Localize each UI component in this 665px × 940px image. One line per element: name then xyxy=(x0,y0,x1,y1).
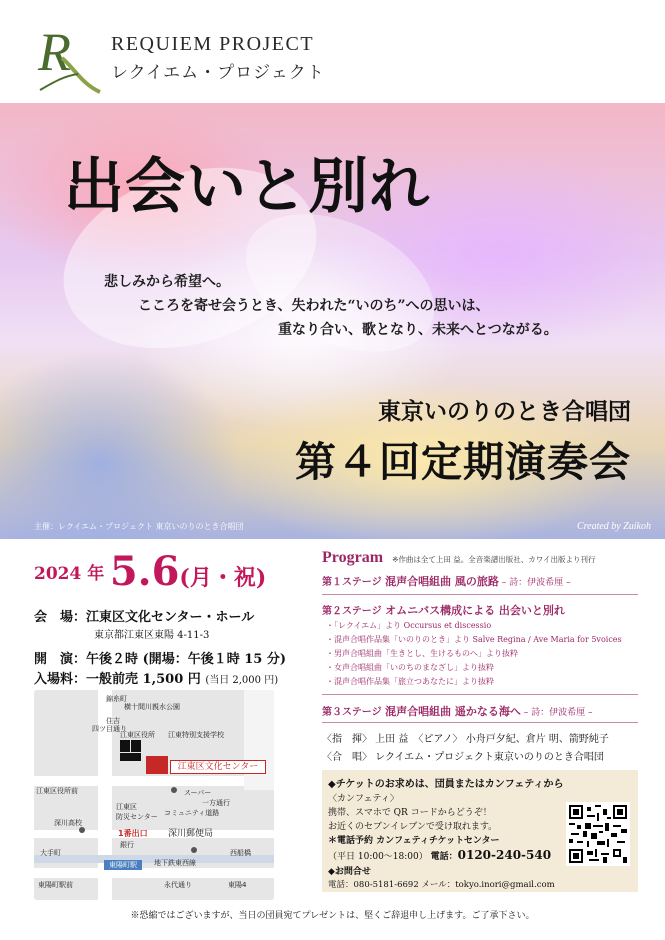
stage-2-label: 第２ステージ xyxy=(322,606,382,617)
requiem-project-logo-icon xyxy=(34,18,104,96)
map-ward-office: 江東区役所 xyxy=(120,731,155,739)
map-station: 東陽町駅 xyxy=(104,860,142,870)
ticket-hours: （平日 10:00～18:00） xyxy=(328,852,428,862)
map-otemachi: 大手町 xyxy=(40,849,61,857)
qr-code-icon[interactable] xyxy=(566,802,630,866)
map-post-office: 深川郵便局 xyxy=(168,829,214,839)
stage-2-item: ・男声合唱組曲「生きとし、生けるものへ」より抜粋 xyxy=(326,649,518,658)
start-time-line xyxy=(34,648,286,667)
map-toyo4: 東陽4 xyxy=(228,881,247,889)
map-exit-1: 1番出口 xyxy=(118,829,148,838)
performers-chorus: 〈合 唱〉 レクイエム・プロジェクト東京いのりのとき合唱団 xyxy=(322,752,604,763)
stage-3-label: 第３ステージ xyxy=(322,707,382,718)
map-road-kinshicho: 錦糸町 xyxy=(106,695,127,703)
map-eitai-dori: 永代通り xyxy=(164,881,192,889)
program-title: Program xyxy=(322,549,384,566)
qr-code-pattern xyxy=(569,805,627,863)
stage-2-item: ・混声合唱作品集「旅立つあなたに」より抜粋 xyxy=(326,677,494,686)
map-park: 横十間川親水公園 xyxy=(124,703,180,711)
doors-open: (開場：午後１時 15 分) xyxy=(142,652,287,667)
stage-3-poet: – 詩：伊波希厘 – xyxy=(520,708,593,718)
stage-3-title: 混声合唱組曲 遥かなる海へ xyxy=(385,705,521,718)
map-community-road: コミュニティ道路 xyxy=(164,809,220,817)
divider xyxy=(322,722,638,723)
stage-1-title: 混声合唱組曲 風の旅路 xyxy=(385,575,499,588)
map-ward-office-front: 江東区役所前 xyxy=(36,787,78,795)
organizers: 主催：レクイエム・プロジェクト 東京いのりのとき合唱団 xyxy=(34,522,244,531)
ticket-phone-line xyxy=(328,848,551,862)
program-note: ※作曲は全て上田 益。全音楽譜出版社、カワイ出版より刊行 xyxy=(392,555,596,564)
door-fee: (当日 2,000 円) xyxy=(205,675,279,686)
brand-name-en: REQUIEM PROJECT xyxy=(111,33,315,55)
venue-name: 江東区文化センター・ホール xyxy=(86,610,255,625)
map-station-front: 東陽町駅前 xyxy=(38,881,73,889)
map-venue: 江東区文化センター xyxy=(170,760,266,774)
divider xyxy=(322,694,638,695)
footer-note: ※恐縮ではございますが、当日の団員宛てプレゼントは、堅くご辞退申し上げます。ご了承下さい。 xyxy=(130,911,535,921)
ticket-qr-note: 携帯、スマホで QR コードからどうぞ！ xyxy=(328,808,492,818)
stage-1-poet: – 詩：伊波希厘 – xyxy=(498,578,571,588)
logo-monogram: R xyxy=(38,22,71,82)
admission-line xyxy=(34,668,278,687)
map-road-yotsume: 四ツ目通り xyxy=(92,725,127,733)
ticket-seven-eleven: お近くのセブンイレブンで受け取れます。 xyxy=(328,822,498,832)
program-header xyxy=(322,547,596,567)
venue-address: 東京都江東区東陽 4-11-3 xyxy=(94,630,210,641)
venue-label: 会 場： xyxy=(34,610,87,625)
event-weekday: (月・祝) xyxy=(179,565,267,591)
stage-2-item: ・混声合唱作品集「いのりのとき」より Salve Regina / Ave Maria for 5voices xyxy=(326,635,622,644)
tagline-line-1: 悲しみから希望へ。 xyxy=(104,274,230,290)
contact-details[interactable]: 電話：080-5181-6692 メール：tokyo.inori@gmail.com xyxy=(328,880,555,890)
ticket-head: ◆チケットのお求めは、団員またはカンフェティから xyxy=(328,779,564,790)
performers-conductor-piano: 〈指 揮〉 上田 益 〈ピアノ〉 小舟戸夕紀、倉片 明、箭野純子 xyxy=(322,734,609,745)
map-school: 江東特別支援学校 xyxy=(168,731,224,739)
stage-2 xyxy=(322,602,565,618)
map-nishifunabashi: 西船橋 xyxy=(230,849,251,857)
hero-title: 出会いと別れ xyxy=(64,152,430,222)
map-bank: 銀行 xyxy=(120,841,134,849)
choir-name: 東京いのりのとき合唱団 xyxy=(378,398,631,425)
map-fukagawa-hs: 深川高校 xyxy=(54,819,82,827)
ticket-phone-number[interactable]: 0120-240-540 xyxy=(457,848,552,862)
stage-2-title: オムニバス構成による 出会いと別れ xyxy=(385,604,565,617)
tagline-line-3: 重なり合い、歌となり、未来へとつながる。 xyxy=(278,322,558,338)
stage-3 xyxy=(322,703,593,719)
fee-label: 入場料： xyxy=(34,672,87,687)
event-year: 2024 年 xyxy=(34,564,105,584)
stage-1-label: 第１ステージ xyxy=(322,577,382,588)
concert-title: 第４回定期演奏会 xyxy=(295,438,631,486)
stage-2-item: ・「レクイエム」より Occursus et discessio xyxy=(326,621,492,630)
stage-1 xyxy=(322,573,571,589)
tagline-line-2: こころを寄せ会うとき、失われた“いのち”への思いは、 xyxy=(138,298,490,314)
map-one-way: 一方通行 xyxy=(202,799,230,807)
ticket-phone-reservation: ＊電話予約 カンフェティチケットセンター xyxy=(328,836,500,846)
map-subway: 地下鉄東西線 xyxy=(154,859,196,867)
ticket-phone-label: 電話： xyxy=(430,852,458,862)
event-date xyxy=(34,548,266,595)
stage-2-item: ・女声合唱組曲「いのちのまなざし」より抜粋 xyxy=(326,663,494,672)
map-disaster-center-1: 江東区 xyxy=(116,803,137,811)
header xyxy=(0,0,665,103)
time-label: 開 演： xyxy=(34,652,87,667)
ticket-info-box xyxy=(322,770,638,892)
map-road-sumiyoshi: 住吉 xyxy=(106,717,120,725)
brand-name-ja: レクイエム・プロジェクト xyxy=(111,63,325,83)
event-day: 5.6 xyxy=(109,548,180,595)
contact-head: ◆お問合せ xyxy=(328,867,371,877)
hero-banner xyxy=(0,103,665,539)
divider xyxy=(322,594,638,595)
access-map xyxy=(34,690,274,900)
start-time: 午後２時 xyxy=(86,652,139,667)
advance-fee: 一般前売 1,500 円 xyxy=(86,672,201,687)
ticket-confetti-label: 〈カンフェティ〉 xyxy=(328,794,399,804)
map-supermarket: スーパー xyxy=(184,789,212,797)
map-disaster-center-2: 防災センター xyxy=(116,813,158,821)
venue-line xyxy=(34,606,254,625)
artwork-credit: Created by Zuikoh xyxy=(576,521,651,532)
